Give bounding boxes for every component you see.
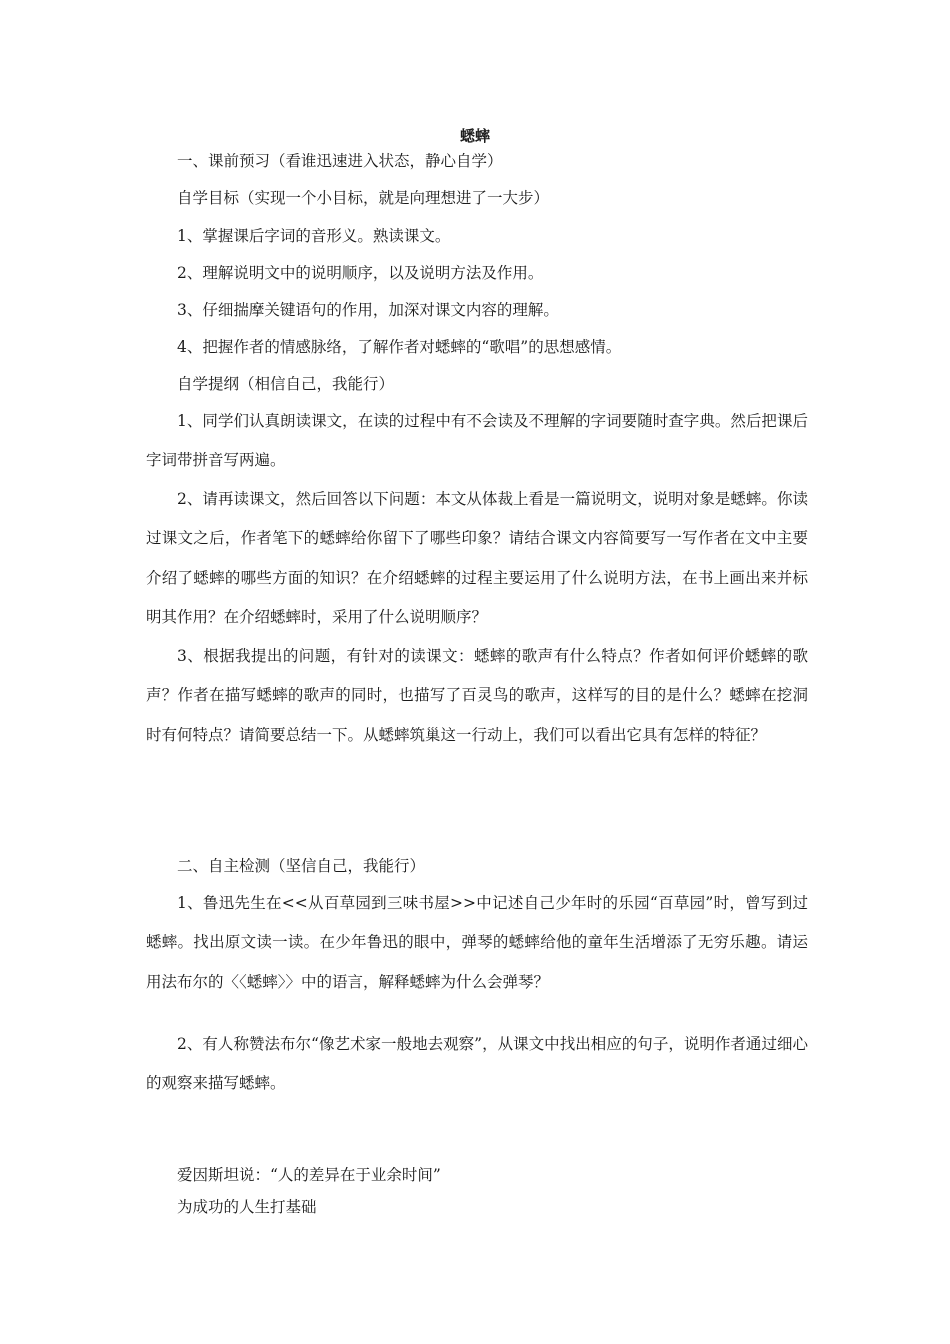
check-item-2: 2、有人称赞法布尔“像艺术家一般地去观察”，从课文中找出相应的句子，说明作者通过细心的观察来描写蟋蟀。 bbox=[146, 1035, 808, 1093]
outline-item-2: 2、请再读课文，然后回答以下问题：本文从体裁上看是一篇说明文，说明对象是蟋蟀。你读过课文之后，作者笔下的蟋蟀给你留下了哪些印象？请结合课文内容简要写一写作者在文中主要介绍了蟋蟀的哪些方面的知识？在介绍蟋蟀的过程主要运用了什么说明方法，在书上画出来并标明其作用？在介绍蟋蟀时，采用了什么说明顺序？ bbox=[146, 490, 808, 626]
document-title: 蟋蟀 bbox=[459, 127, 490, 145]
section1-heading: 一、课前预习（看谁迅速进入状态，静心自学） bbox=[177, 152, 503, 170]
goal-item-4: 4、把握作者的情感脉络，了解作者对蟋蟀的“歌唱”的思想感情。 bbox=[177, 338, 622, 356]
outline-heading: 自学提纲（相信自己，我能行） bbox=[177, 375, 395, 393]
footer-motto: 为成功的人生打基础 bbox=[177, 1198, 317, 1216]
goal-item-3: 3、仔细揣摩关键语句的作用，加深对课文内容的理解。 bbox=[177, 301, 559, 319]
section2-heading: 二、自主检测（坚信自己，我能行） bbox=[177, 857, 426, 875]
outline-item-1: 1、同学们认真朗读课文，在读的过程中有不会读及不理解的字词要随时查字典。然后把课后字词带拼音写两遍。 bbox=[146, 412, 808, 470]
goals-heading: 自学目标（实现一个小目标，就是向理想进了一大步） bbox=[177, 189, 550, 207]
goal-item-1: 1、掌握课后字词的音形义。熟读课文。 bbox=[177, 227, 451, 245]
footer-quote: 爱因斯坦说：“人的差异在于业余时间” bbox=[177, 1166, 441, 1184]
check-item-1: 1、鲁迅先生在<<从百草园到三味书屋>>中记述自己少年时的乐园“百草园”时，曾写到过蟋蟀。找出原文读一读。在少年鲁迅的眼中，弹琴的蟋蟀给他的童年生活增添了无穷乐趣。请运用法布尔的〈〈蟋蟀〉〉中的语言，解释蟋蟀为什么会弹琴？ bbox=[146, 894, 808, 991]
outline-item-3: 3、根据我提出的问题，有针对的读课文：蟋蟀的歌声有什么特点？作者如何评价蟋蟀的歌声？作者在描写蟋蟀的歌声的同时，也描写了百灵鸟的歌声，这样写的目的是什么？蟋蟀在挖洞时有何特点？请简要总结一下。从蟋蟀筑巢这一行动上，我们可以看出它具有怎样的特征？ bbox=[146, 647, 808, 744]
goal-item-2: 2、理解说明文中的说明顺序，以及说明方法及作用。 bbox=[177, 264, 544, 282]
